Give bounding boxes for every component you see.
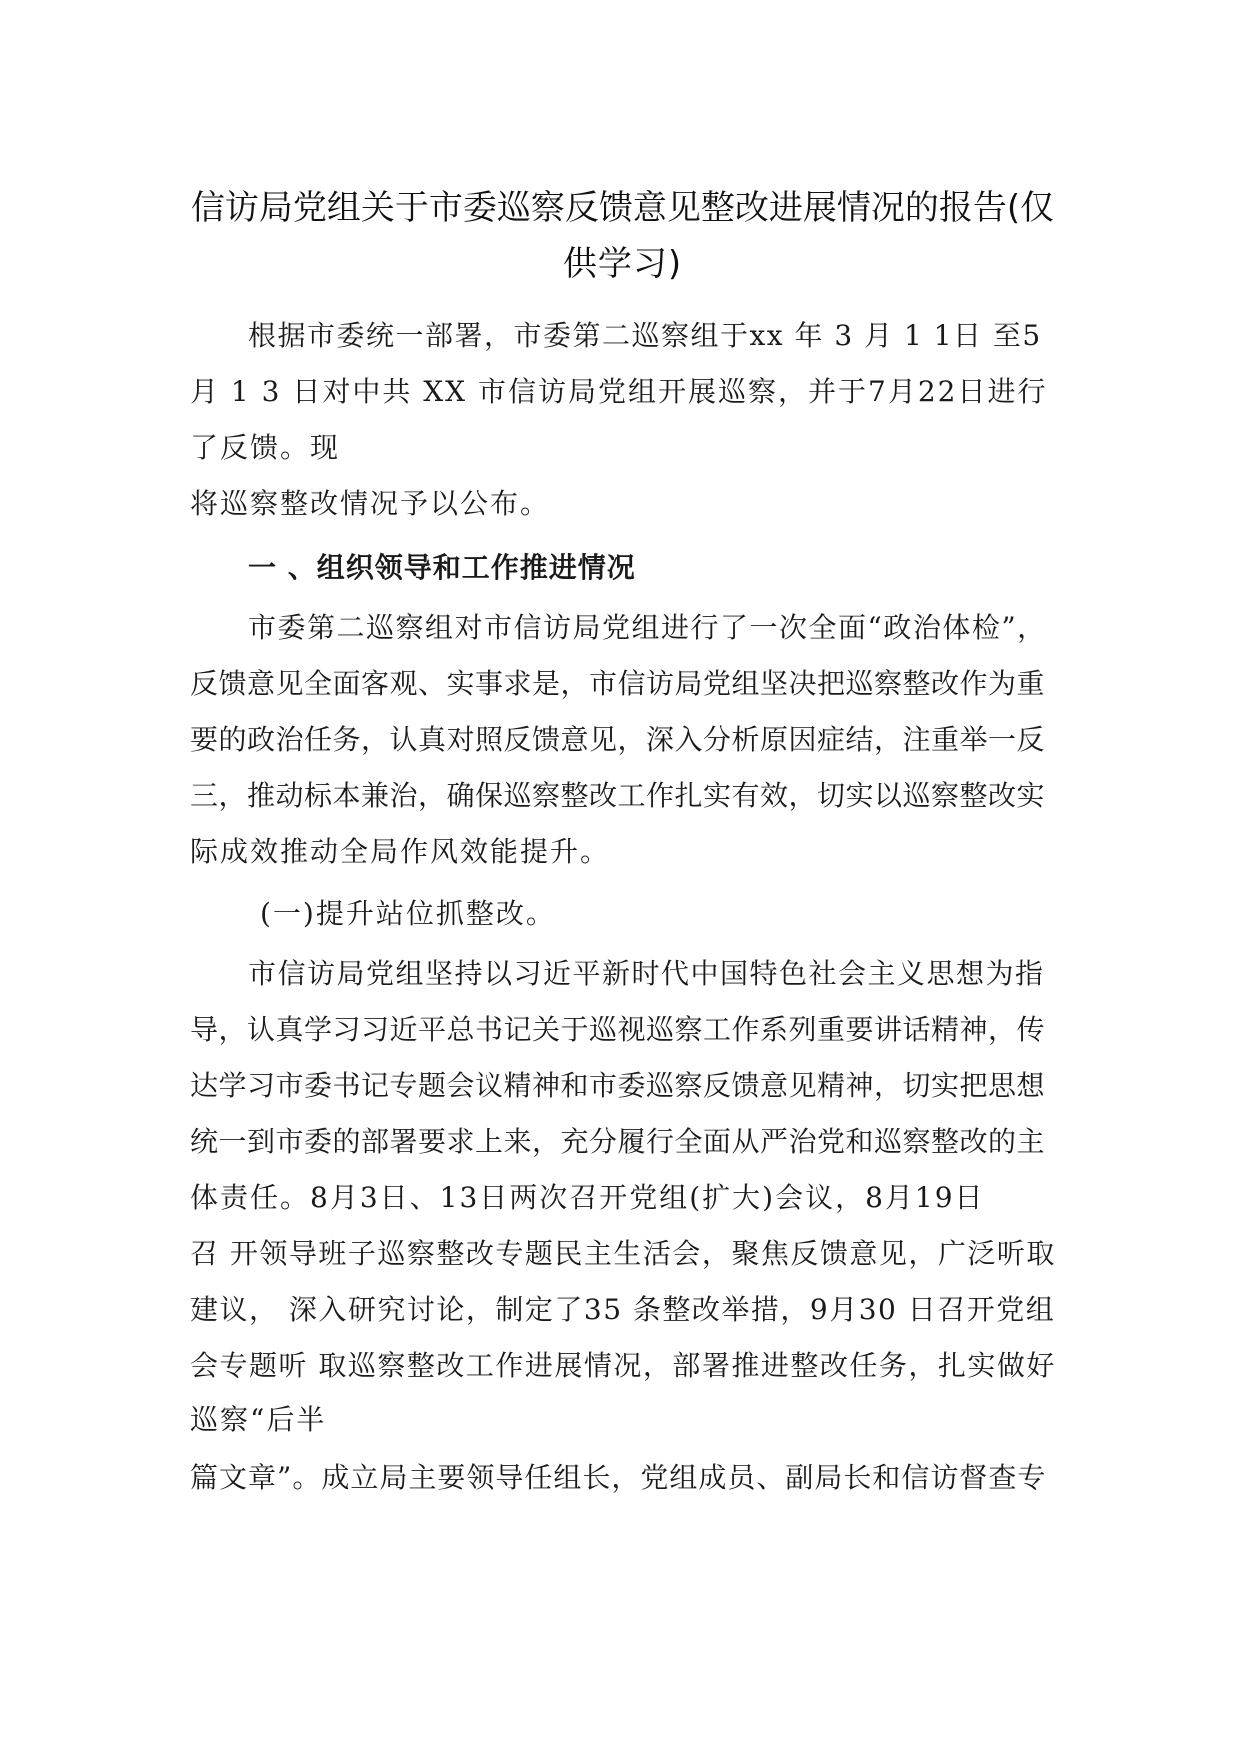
section-heading-1: 一 、组织领导和工作推进情况 bbox=[248, 551, 636, 584]
paragraph-1-line-1: 根据市委统一部署，市委第二巡察组于xx 年 3 月 1 1日 至5 bbox=[248, 319, 1042, 352]
paragraph-2-line-5: 际成效推动全局作风效能提升。 bbox=[190, 835, 611, 868]
paragraph-3-line-7: 建议， 深入研究讨论，制定了35 条整改举措，9月30 日召开党组 bbox=[190, 1293, 1056, 1326]
paragraph-1-line-4: 将巡察整改情况予以公布。 bbox=[190, 487, 551, 520]
paragraph-3-line-1: 市信访局党组坚持以习近平新时代中国特色社会主义思想为指 bbox=[248, 957, 1045, 990]
document-title-line1: 信访局党组关于市委巡察反馈意见整改进展情况的报告(仅 bbox=[190, 188, 1055, 228]
paragraph-2-line-2: 反馈意见全面客观、实事求是，市信访局党组坚决把巡察整改作为重 bbox=[190, 667, 1046, 700]
paragraph-3-line-3: 达学习市委书记专题会议精神和市委巡察反馈意见精神，切实把思想 bbox=[190, 1069, 1046, 1102]
paragraph-3-line-9: 巡察“后半 bbox=[190, 1403, 327, 1436]
paragraph-3-line-4: 统一到市委的部署要求上来，充分履行全面从严治党和巡察整改的主 bbox=[190, 1125, 1046, 1158]
paragraph-2-line-3: 要的政治任务，认真对照反馈意见，深入分析原因症结，注重举一反 bbox=[190, 723, 1046, 756]
paragraph-2-line-1: 市委第二巡察组对市信访局党组进行了一次全面“政治体检”， bbox=[248, 611, 1047, 644]
paragraph-3-line-6: 召 开领导班子巡察整改专题民主生活会，聚焦反馈意见，广泛听取 bbox=[190, 1237, 1056, 1270]
paragraph-3-line-5: 体责任。8月3日、13日两次召开党组(扩大)会议，8月19日 bbox=[190, 1181, 985, 1214]
document-title-line2: 供学习) bbox=[562, 244, 683, 284]
paragraph-3-line-2: 导，认真学习习近平总书记关于巡视巡察工作系列重要讲话精神，传 bbox=[190, 1013, 1046, 1046]
paragraph-1-line-3: 了反馈。现 bbox=[190, 431, 341, 464]
subsection-heading-1: (一)提升站位抓整改。 bbox=[260, 897, 556, 930]
paragraph-1-line-2: 月 1 3 日对中共 XX 市信访局党组开展巡察，并于7月22日进行 bbox=[190, 375, 1048, 408]
paragraph-2-line-4: 三，推动标本兼治，确保巡察整改工作扎实有效，切实以巡察整改实 bbox=[190, 779, 1046, 812]
paragraph-3-line-8: 会专题听 取巡察整改工作进展情况，部署推进整改任务，扎实做好 bbox=[190, 1349, 1056, 1382]
paragraph-3-line-10: 篇文章”。成立局主要领导任组长，党组成员、副局长和信访督查专 bbox=[190, 1461, 1047, 1494]
